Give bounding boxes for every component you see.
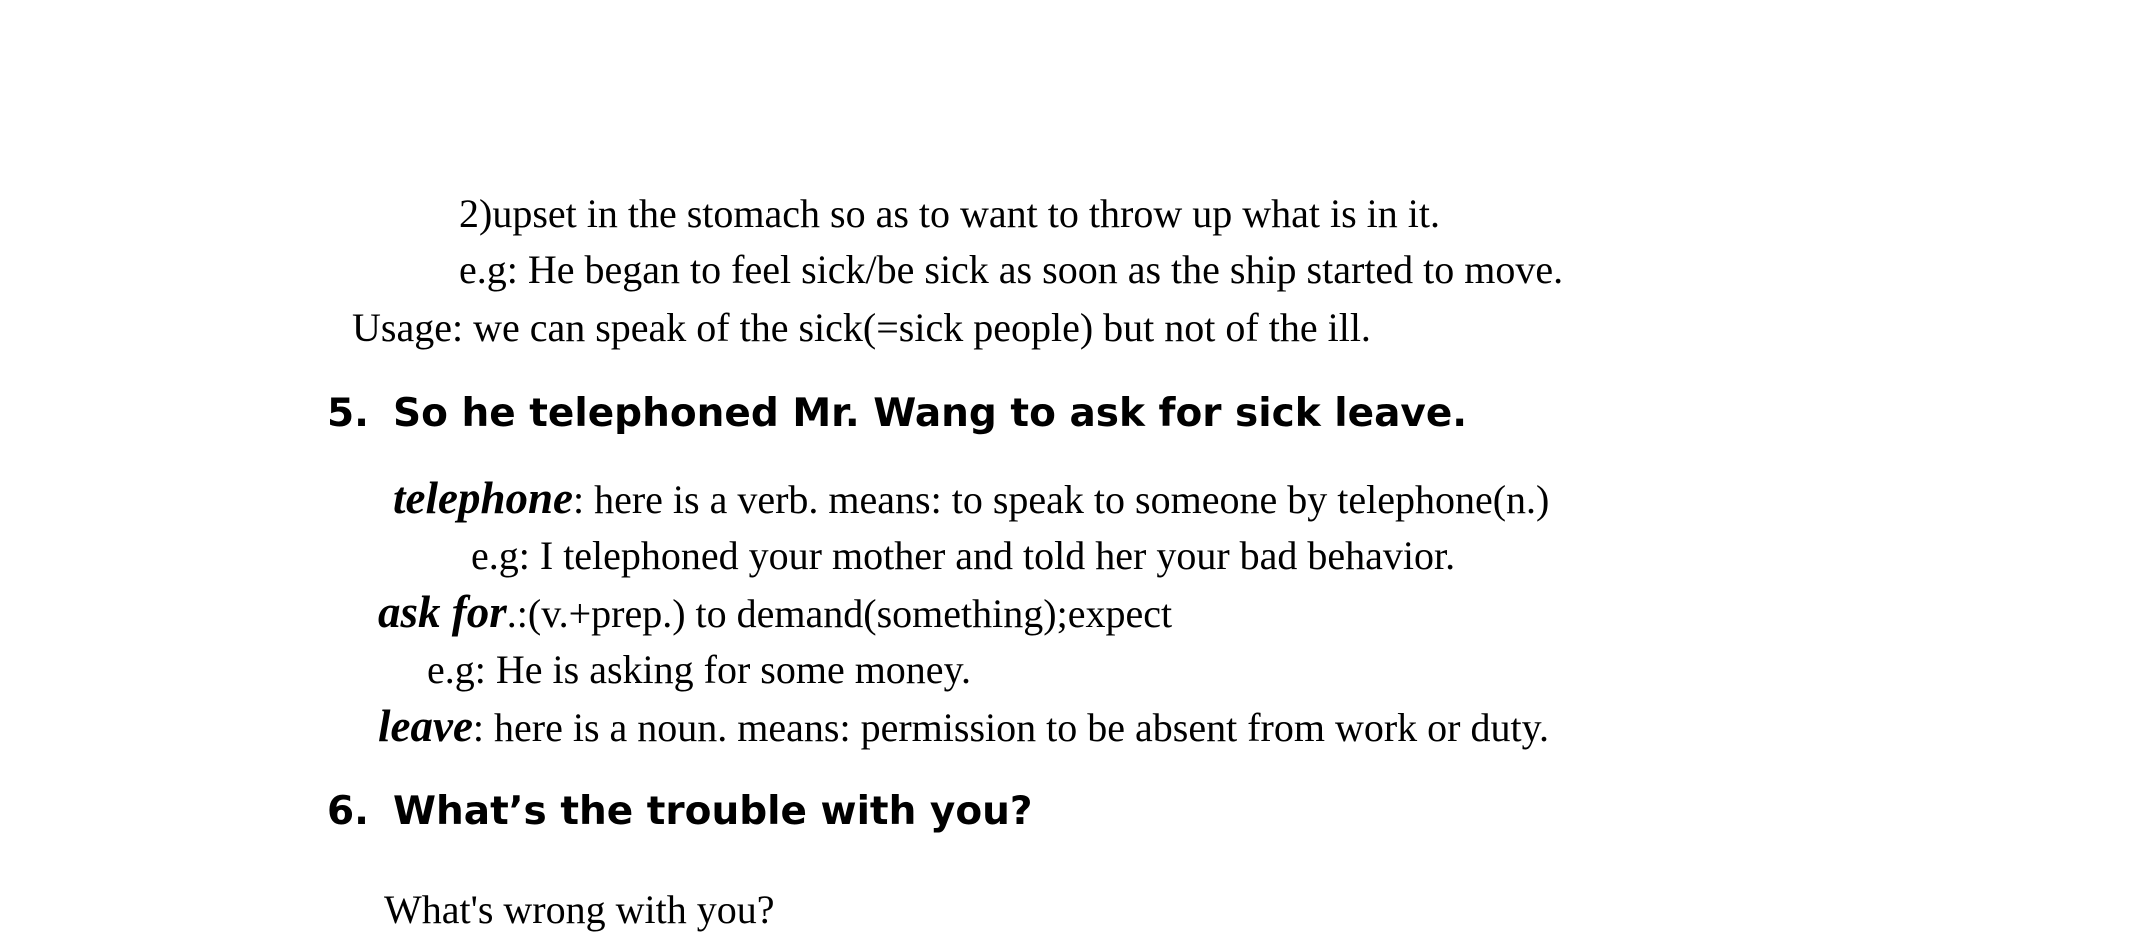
telephone-example: e.g: I telephoned your mother and told her your bad behavior.	[471, 533, 1456, 578]
partial-next-line-clip	[0, 878, 2149, 932]
ask-for-definition: .:(v.+prep.) to demand(something);expect	[506, 591, 1173, 636]
section-6-heading	[327, 788, 1033, 836]
telephone-term: telephone	[393, 473, 573, 523]
section-5-number: 5.	[327, 391, 369, 436]
ask-for-term: ask for	[378, 587, 507, 637]
section-5-title: So he telephoned Mr. Wang to ask for sick leave.	[393, 391, 1468, 436]
ask-for-entry	[378, 588, 1172, 638]
leave-term: leave	[378, 701, 473, 751]
sick-example: e.g: He began to feel sick/be sick as soon as the ship started to move.	[459, 247, 1564, 292]
sick-usage-note: Usage: we can speak of the sick(=sick people) but not of the ill.	[352, 305, 1371, 350]
telephone-entry	[393, 474, 1549, 524]
section-6-title: What’s the trouble with you?	[393, 789, 1033, 834]
section-5-heading	[327, 390, 1467, 438]
sick-definition-2: 2)upset in the stomach so as to want to throw up what is in it.	[459, 191, 1440, 236]
leave-definition: : here is a noun. means: permission to be absent from work or duty.	[472, 705, 1549, 750]
telephone-definition: : here is a verb. means: to speak to someone by telephone(n.)	[572, 477, 1550, 522]
partial-next-line: What's wrong with you?	[384, 887, 775, 932]
leave-entry	[378, 702, 1549, 752]
ask-for-example: e.g: He is asking for some money.	[427, 647, 971, 692]
section-6-number: 6.	[327, 789, 369, 834]
